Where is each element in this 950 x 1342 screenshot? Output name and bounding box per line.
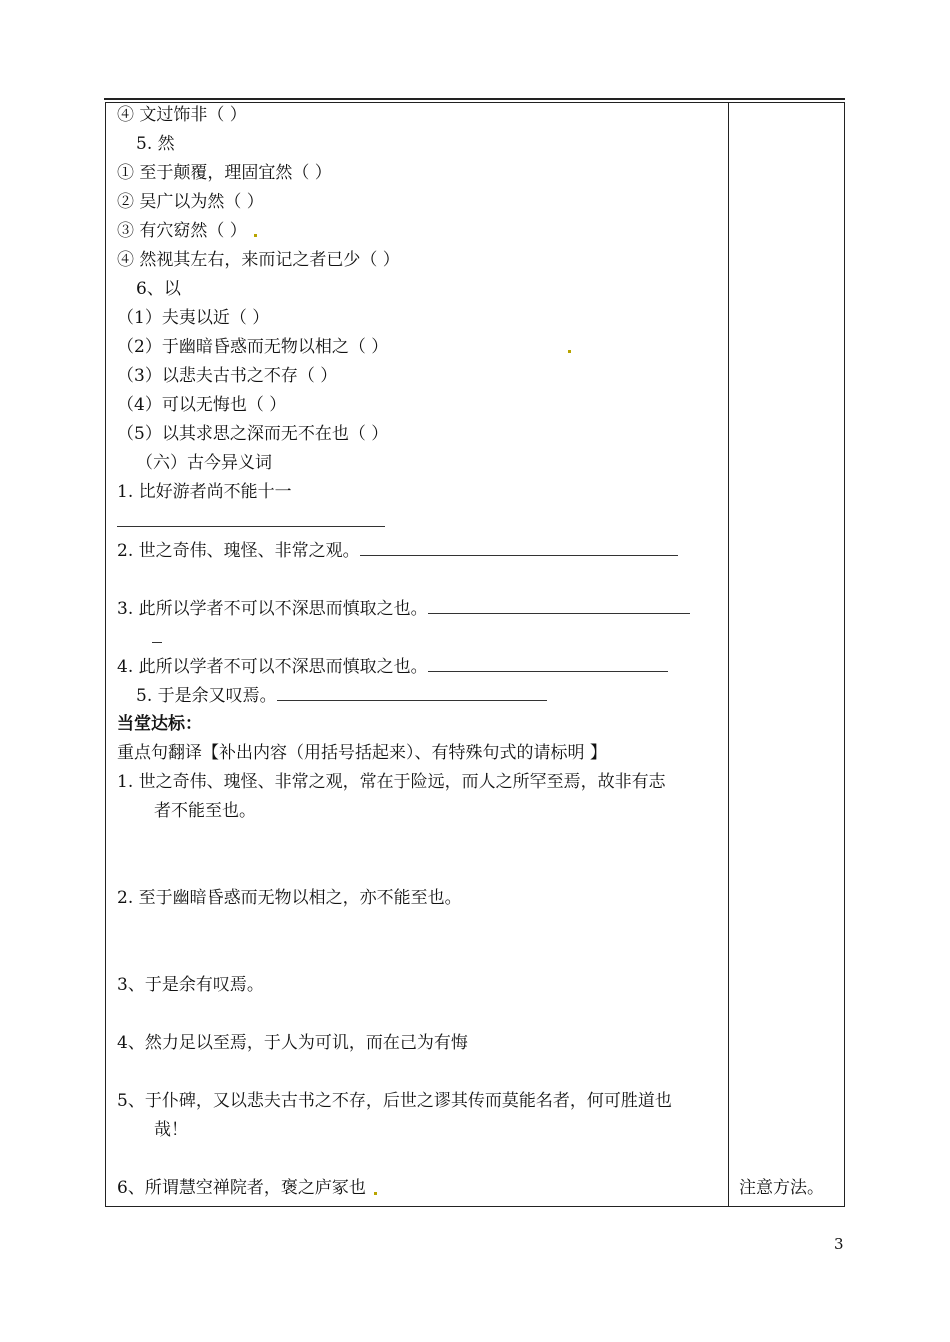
text-line: ① 至于颠覆，理固宜然（ ） xyxy=(117,163,332,183)
text-line: 1. 比好游者尚不能十一 xyxy=(117,482,292,502)
header-rule xyxy=(104,98,845,100)
text-line xyxy=(136,684,547,707)
answer-blank xyxy=(428,655,668,672)
text-line: （1）夫夷以近（ ） xyxy=(117,308,270,328)
text-line: （2）于幽暗昏惑而无物以相之（ ） xyxy=(117,337,389,357)
text-line: （4）可以无悔也（ ） xyxy=(117,395,287,415)
section-heading: 当堂达标： xyxy=(117,714,202,734)
text-line: ② 吴广以为然（ ） xyxy=(117,192,264,212)
mark-dot xyxy=(568,350,571,353)
answer-blank xyxy=(360,539,678,556)
answer-blank xyxy=(428,597,690,614)
section-heading: （六）古今异义词 xyxy=(136,453,272,473)
text-line xyxy=(117,539,678,562)
text-content: 2. 世之奇伟、瑰怪、非常之观。 xyxy=(117,541,360,561)
answer-blank xyxy=(152,626,162,649)
text-line: 哉！ xyxy=(154,1120,188,1140)
mark-dot xyxy=(374,1192,377,1195)
text-line: 2. 至于幽暗昏惑而无物以相之，亦不能至也。 xyxy=(117,888,462,908)
section-heading: 6、以 xyxy=(136,279,181,299)
mark-dot xyxy=(254,234,257,237)
text-line: （5）以其求思之深而无不在也（ ） xyxy=(117,424,389,444)
side-note: 注意方法。 xyxy=(739,1178,824,1198)
text-line: 者不能至也。 xyxy=(154,801,256,821)
text-line: ④ 然视其左右，来而记之者已少（ ） xyxy=(117,250,400,270)
page-number: 3 xyxy=(834,1235,844,1253)
text-content: 5. 于是余又叹焉。 xyxy=(136,686,277,706)
section-heading: 5. 然 xyxy=(136,134,175,154)
text-line: 4、然力足以至焉，于人为可讥，而在己为有悔 xyxy=(117,1033,468,1053)
text-content: 4. 此所以学者不可以不深思而慎取之也。 xyxy=(117,657,428,677)
instruction-line: 重点句翻译【补出内容（用括号括起来）、有特殊句式的请标明 】 xyxy=(117,743,607,763)
text-content: 3. 此所以学者不可以不深思而慎取之也。 xyxy=(117,599,428,619)
text-line: （3）以悲夫古书之不存（ ） xyxy=(117,366,338,386)
text-line: 1. 世之奇伟、瑰怪、非常之观，常在于险远，而人之所罕至焉，故非有志 xyxy=(117,772,666,792)
text-line xyxy=(117,597,690,620)
text-line: 3、于是余有叹焉。 xyxy=(117,975,264,995)
text-line: ④ 文过饰非（ ） xyxy=(117,105,247,125)
text-line: ③ 有穴窈然（ ） xyxy=(117,221,247,241)
text-line xyxy=(117,655,668,678)
answer-blank xyxy=(117,510,385,533)
column-divider xyxy=(728,102,729,1207)
text-line: 5、于仆碑，又以悲夫古书之不存，后世之谬其传而莫能名者，何可胜道也 xyxy=(117,1091,672,1111)
answer-blank xyxy=(277,684,547,701)
text-line: 6、所谓慧空禅院者，褒之庐冢也 xyxy=(117,1178,366,1198)
